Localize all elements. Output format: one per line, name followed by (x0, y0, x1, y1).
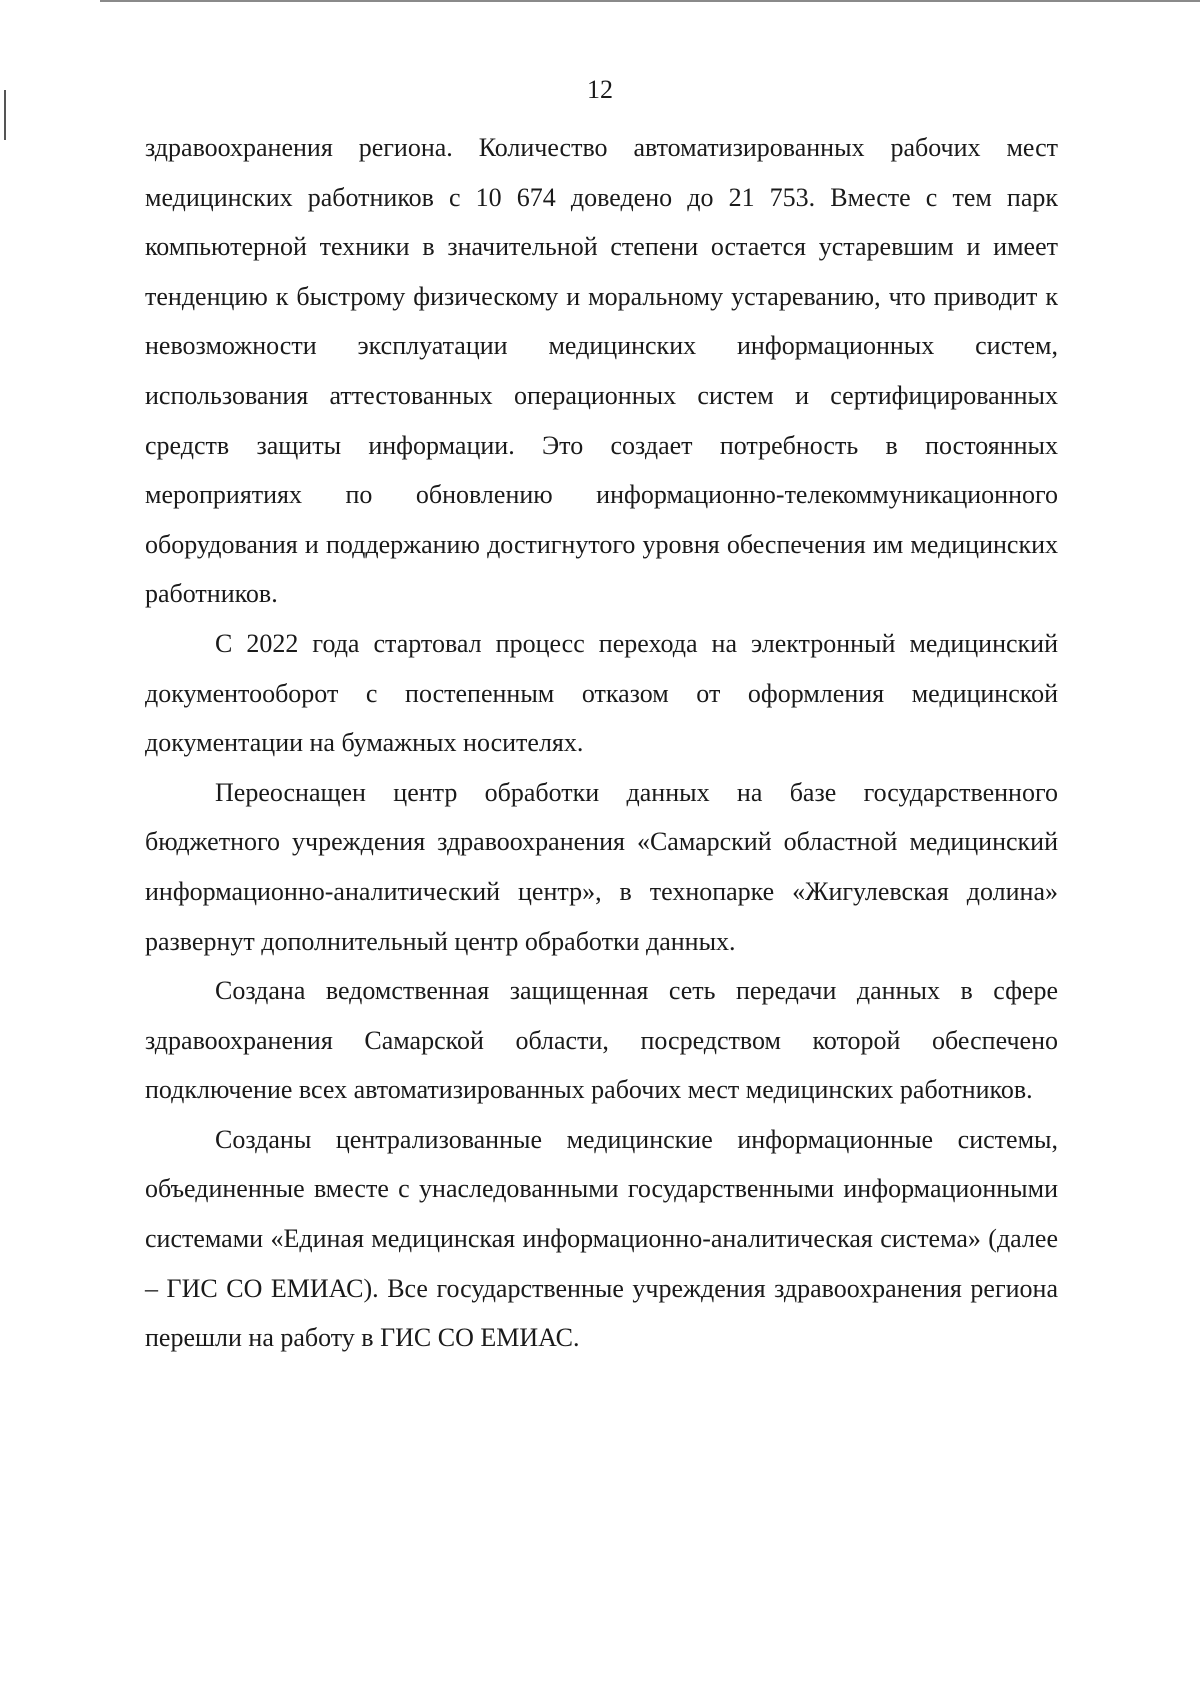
scan-edge-top (100, 0, 1200, 2)
document-body (145, 123, 1058, 1363)
paragraph-emias: Созданы централизованные медицинские информационные системы, объединенные вместе с унаследованными государственными информационными системами «Единая медицинская информационно-аналитическая система» (далее – ГИС СО ЕМИАС). Все государственные учреждения здравоохранения региона перешли на работу в ГИС СО ЕМИАС. (145, 1124, 1058, 1353)
paragraph-electronic-docflow: С 2022 года стартовал процесс перехода на электронный медицинский документооборот с постепенным отказом от оформления медицинской документации на бумажных носителях. (145, 628, 1058, 758)
paragraph-data-center: Переоснащен центр обработки данных на базе государственного бюджетного учреждения здравоохранения «Самарский областной медицинский информационно-аналитический центр», в технопарке «Жигулевская долина» развернут дополнительный центр обработки данных. (145, 777, 1058, 956)
paragraph-secure-network: Создана ведомственная защищенная сеть передачи данных в сфере здравоохранения Самарской области, посредством которой обеспечено подключение всех автоматизированных рабочих мест медицинских работников. (145, 976, 1058, 1105)
paragraph-continuation: здравоохранения региона. Количество автоматизированных рабочих мест медицинских работников с 10 674 доведено до 21 753. Вместе с тем парк компьютерной техники в значительной степени остается устаревшим и имеет тенденцию к быстрому физическому и моральному устареванию, что приводит к невозможности эксплуатации медицинских информационных систем, использования аттестованных операционных систем и сертифицированных средств защиты информации. Это создает потребность в постоянных мероприятиях по обновлению информационно-телекоммуникационного оборудования и поддержанию достигнутого уровня обеспечения им медицинских работников. (145, 133, 1058, 609)
page-number: 12 (587, 75, 613, 104)
